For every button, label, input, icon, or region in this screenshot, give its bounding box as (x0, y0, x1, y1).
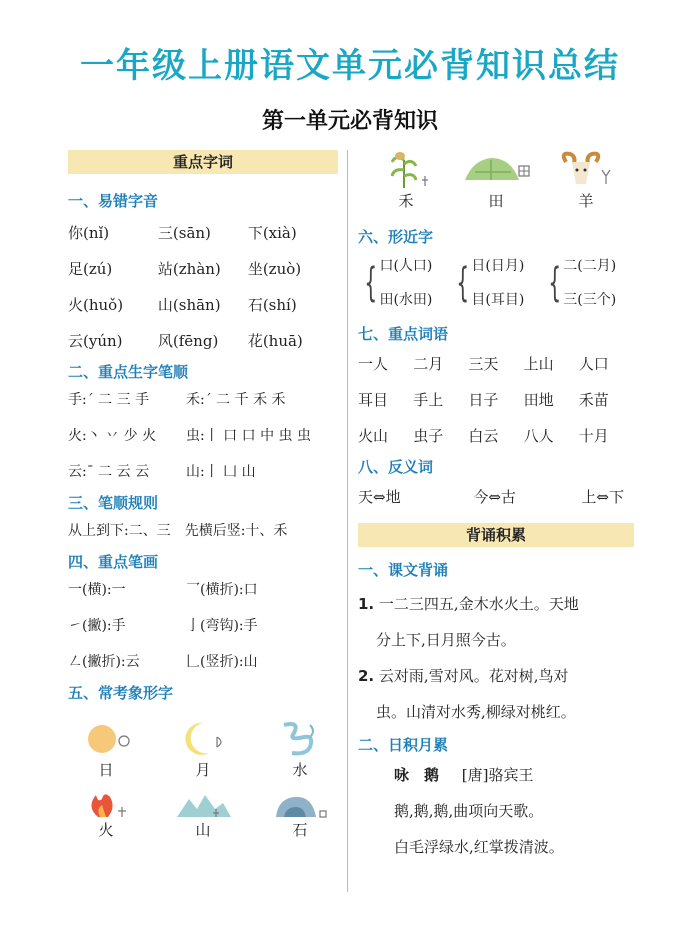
pictograph-fire (68, 789, 144, 841)
recitation-line: 分上下,日月照今古。 (376, 631, 516, 649)
recitation-item (358, 586, 634, 658)
pictograph-label: 水 (292, 761, 308, 779)
stroke-order-item: 禾:ˊ 二 千 禾 禾 (186, 392, 286, 408)
sheep-icon (556, 150, 616, 190)
section-similar-chars-title: 六、形近字 (358, 228, 434, 246)
main-title: 一年级上册语文单元必背知识总结 (80, 46, 620, 86)
pictograph-label: 火 (98, 821, 114, 839)
word-item: 禾苗 (578, 391, 609, 409)
similar-char-item: 田(水田) (379, 292, 433, 308)
grain-icon (376, 150, 436, 190)
pictograph-stone (262, 789, 338, 841)
similar-char-item: 二(二月) (563, 258, 617, 274)
pinyin-item: 足(zú) (68, 260, 113, 278)
pinyin-item: 三(sān) (157, 224, 211, 242)
stroke-order-item: 手:ˊ 二 三 手 (68, 392, 150, 408)
word-item: 二月 (413, 355, 444, 373)
poem-line: 鹅,鹅,鹅,曲项向天歌。 (394, 802, 544, 820)
pictograph-mountain (165, 789, 241, 841)
pictograph-label: 石 (292, 821, 308, 839)
moon-icon (173, 719, 233, 759)
brace-icon: { (456, 260, 469, 306)
item-number: 1. (358, 595, 375, 613)
key-stroke-row (68, 608, 338, 644)
recitation-line: 一二三四五,金木水火土。天地 (378, 595, 579, 613)
key-stroke-item: 一(横):一 (68, 582, 126, 598)
similar-chars-groups (358, 249, 634, 317)
key-words-row (358, 346, 634, 382)
pictograph-row (68, 789, 338, 841)
pictograph-sun (68, 719, 144, 781)
antonyms-row (358, 479, 634, 515)
pinyin-item: 站(zhàn) (157, 260, 221, 278)
item-number: 2. (358, 667, 375, 685)
word-item: 三天 (468, 355, 499, 373)
recitation-list (358, 586, 634, 730)
field-icon (461, 150, 531, 190)
antonym-item: 上⇔下 (581, 488, 624, 506)
water-icon (270, 719, 330, 759)
word-item: 白云 (468, 427, 499, 445)
similar-char-item: 目(耳目) (471, 292, 525, 308)
sun-icon (76, 719, 136, 759)
section-key-strokes-title: 四、重点笔画 (68, 553, 159, 571)
pictograph-sheep (548, 150, 624, 212)
pronunciation-row (68, 251, 338, 287)
key-words-row (358, 418, 634, 454)
stone-icon (270, 789, 330, 819)
word-item: 田地 (523, 391, 554, 409)
key-stroke-item: ㇜(撇折):云 (68, 654, 140, 670)
key-words-band: 重点字词 (68, 150, 338, 174)
poem-author: [唐]骆宾王 (461, 766, 534, 784)
pinyin-item: 下(xià) (247, 224, 297, 242)
pronunciation-row (68, 287, 338, 323)
pronunciation-list (68, 215, 338, 359)
poem-line: 白毛浮绿水,红掌拨清波。 (394, 838, 564, 856)
pinyin-item: 火(huǒ) (68, 296, 124, 314)
column-divider (347, 150, 348, 892)
key-stroke-item: 𠃊(竖折):山 (186, 654, 258, 670)
pinyin-item: 花(huā) (247, 332, 303, 350)
similar-char-item: 日(日月) (471, 258, 525, 274)
key-words-list (358, 346, 634, 454)
recitation-band: 背诵积累 (358, 523, 634, 547)
pictograph-label: 羊 (578, 192, 594, 210)
pictograph-moon (165, 719, 241, 781)
word-item: 手上 (413, 391, 444, 409)
pinyin-item: 你(nǐ) (68, 224, 110, 242)
word-item: 火山 (358, 427, 389, 445)
stroke-order-row (68, 382, 338, 418)
section-stroke-rules-title: 三、笔顺规则 (68, 494, 159, 512)
stroke-order-list (68, 382, 338, 490)
word-item: 八人 (523, 427, 554, 445)
section-text-recitation-title: 一、课文背诵 (358, 561, 449, 579)
pinyin-item: 山(shān) (157, 296, 221, 314)
stroke-order-item: 虫:丨 口 口 中 虫 虫 (186, 428, 311, 444)
pictograph-label: 月 (195, 761, 211, 779)
stroke-order-item: 火:丶 丷 少 火 (68, 428, 157, 444)
recitation-line: 虫。山清对水秀,柳绿对桃红。 (376, 703, 576, 721)
pictograph-label: 田 (488, 192, 504, 210)
section-key-words-title: 七、重点词语 (358, 325, 449, 343)
stroke-order-row (68, 454, 338, 490)
key-stroke-row (68, 572, 338, 608)
key-stroke-item: 亅(弯钩):手 (186, 618, 258, 634)
recitation-item (358, 658, 634, 730)
key-strokes-list (68, 572, 338, 680)
word-item: 虫子 (413, 427, 444, 445)
similar-chars-group (358, 249, 450, 317)
fire-icon (76, 789, 136, 819)
antonym-item: 天⇔地 (358, 488, 401, 506)
pronunciation-row (68, 323, 338, 359)
brace-icon: { (364, 260, 378, 306)
mountain-icon (173, 789, 233, 819)
key-stroke-row (68, 644, 338, 680)
pinyin-item: 云(yún) (68, 332, 123, 350)
pictograph-water (262, 719, 338, 781)
key-stroke-item: 乛(横折):口 (186, 582, 258, 598)
stroke-order-row (68, 418, 338, 454)
pictograph-grain (368, 150, 444, 212)
pictograph-label: 禾 (398, 192, 414, 210)
poem-title: 咏 鹅 (394, 766, 440, 784)
similar-char-item: 三(三个) (563, 292, 617, 308)
similar-chars-group (542, 249, 634, 317)
section-pictograph-title: 五、常考象形字 (68, 684, 174, 702)
unit-title: 第一单元必背知识 (261, 109, 438, 134)
pictograph-label: 日 (98, 761, 114, 779)
brace-icon: { (548, 260, 561, 306)
word-item: 人口 (578, 355, 609, 373)
key-words-row (358, 382, 634, 418)
similar-char-item: 口(人口) (379, 258, 433, 274)
pinyin-item: 石(shí) (247, 296, 297, 314)
section-pronunciation-title: 一、易错字音 (68, 192, 159, 210)
left-column (68, 150, 338, 841)
recitation-line: 云对雨,雪对风。花对树,鸟对 (378, 667, 569, 685)
right-column (358, 150, 634, 865)
pinyin-item: 坐(zuò) (247, 260, 302, 278)
key-stroke-item: ㇀(撇):手 (68, 618, 126, 634)
pinyin-item: 风(fēng) (157, 332, 219, 350)
antonym-item: 今⇔古 (473, 488, 516, 506)
section-daily-accumulation-title: 二、日积月累 (358, 736, 449, 754)
pictograph-row (358, 150, 634, 212)
stroke-rules-text: 从上到下:二、三 先横后竖:十、禾 (68, 523, 288, 539)
section-stroke-order-title: 二、重点生字笔顺 (68, 363, 189, 381)
stroke-order-item: 云:ˉ 二 云 云 (68, 464, 150, 480)
word-item: 一人 (358, 355, 389, 373)
pronunciation-row (68, 215, 338, 251)
pictograph-row (68, 719, 338, 781)
word-item: 上山 (523, 355, 554, 373)
word-item: 耳目 (358, 391, 389, 409)
pictograph-label: 山 (195, 821, 211, 839)
word-item: 日子 (468, 391, 499, 409)
stroke-order-item: 山:丨 凵 山 (186, 464, 256, 480)
section-antonyms-title: 八、反义词 (358, 458, 434, 476)
poem (358, 757, 634, 865)
pictograph-field (458, 150, 534, 212)
similar-chars-group (450, 249, 542, 317)
word-item: 十月 (578, 427, 609, 445)
